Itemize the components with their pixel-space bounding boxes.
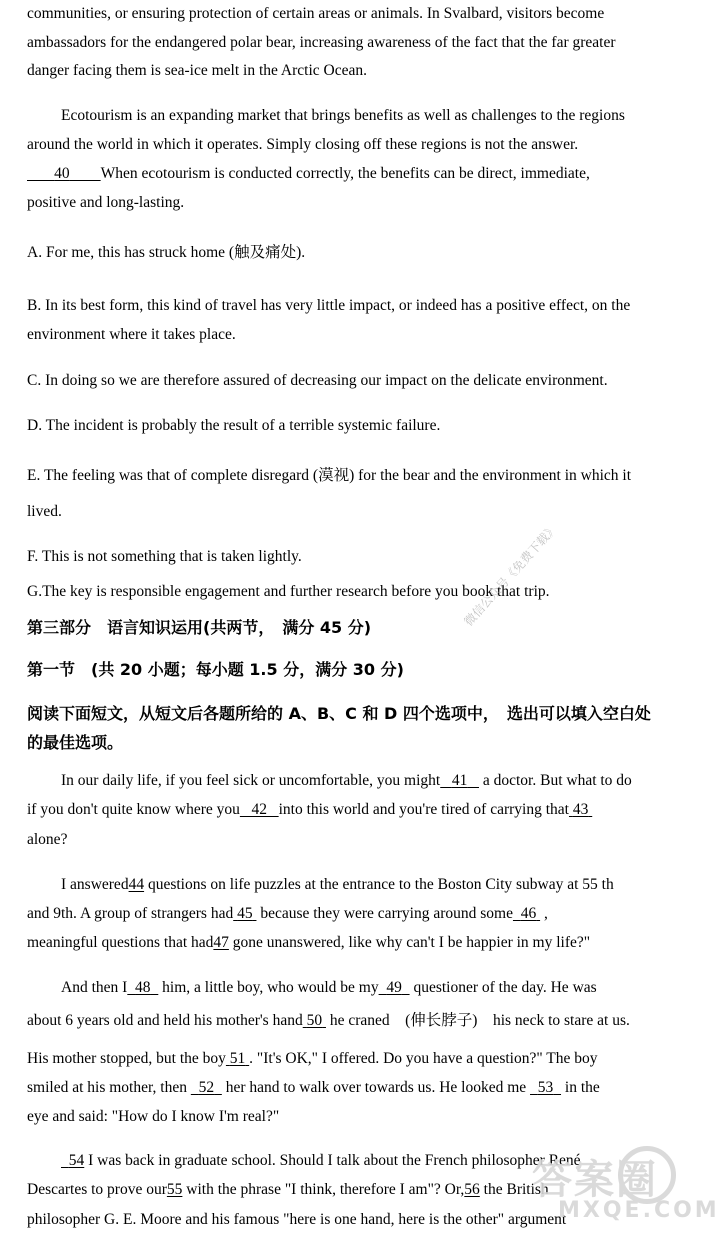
instructions-line-1: 阅读下面短文，从短文后各题所给的 A、B、C 和 D 四个选项中， 选出可以填入空白处 <box>27 704 651 723</box>
blank-43: 43 <box>572 801 589 818</box>
cloze-p3-line-1: And then I 48 him, a little boy, who would be my 49 questioner of the day. He was <box>61 979 597 996</box>
logo-big-text: 答案圈 <box>532 1157 658 1203</box>
cloze-p3-line-4: smiled at his mother, then 52 her hand to walk over towards us. He looked me 53 in the <box>27 1079 600 1096</box>
cloze-p2-line-3: meaningful questions that had47 gone unanswered, like why can't I be happier in my life?" <box>27 934 591 951</box>
option-c: C. In doing so we are therefore assured of decreasing our impact on the delicate environment. <box>27 372 608 389</box>
paragraph-ecotourism-line-1: Ecotourism is an expanding market that brings benefits as well as challenges to the regions <box>61 107 625 124</box>
option-b-line-1: B. In its best form, this kind of travel has very little impact, or indeed has a positive effect, on the <box>27 297 631 314</box>
option-f: F. This is not something that is taken lightly. <box>27 548 302 565</box>
cloze-p1-line-2: if you don't quite know where you 42 into this world and you're tired of carrying that 43 <box>27 800 592 820</box>
blank-45: 45 <box>237 905 253 922</box>
blank-50: 50 <box>306 1012 323 1029</box>
passage-line-1: communities, or ensuring protection of certain areas or animals. In Svalbard, visitors become <box>27 5 605 22</box>
part-three-title: 第三部分 语言知识运用(共两节， 满分 45 分) <box>27 618 372 637</box>
cloze-p2-line-2: and 9th. A group of strangers had 45 because they were carrying around some 46 , <box>27 905 548 922</box>
cloze-p4-line-3: philosopher G. E. Moore and his famous "here is one hand, here is the other" argument <box>27 1211 567 1228</box>
paragraph-ecotourism-line-3 <box>27 164 590 184</box>
blank-49: 49 <box>386 979 402 996</box>
cloze-p1-line-3: alone? <box>27 831 68 848</box>
cloze-p2-line-1: I answered44 questions on life puzzles at the entrance to the Boston City subway at 55 th <box>61 876 614 893</box>
cloze-p4-line-1: 54 I was back in graduate school. Should I talk about the French philosopher René <box>61 1151 581 1171</box>
blank-52: 52 <box>198 1079 215 1096</box>
cloze-p4-line-2: Descartes to prove our55 with the phrase "I think, therefore I am"? Or,56 the British <box>27 1181 549 1198</box>
paragraph-ecotourism-line-4: positive and long-lasting. <box>27 194 185 211</box>
cloze-p1-line-1: In our daily life, if you feel sick or uncomfortable, you might 41 a doctor. But what to do <box>61 772 632 789</box>
blank-51: 51 <box>229 1050 246 1067</box>
passage-line-3: danger facing them is sea-ice melt in the Arctic Ocean. <box>27 62 367 79</box>
option-g: G.The key is responsible engagement and further research before you book that trip. <box>27 583 550 600</box>
cloze-p3-line-5: eye and said: "How do I know I'm real?" <box>27 1108 280 1125</box>
cloze-p3-line-2: about 6 years old and held his mother's hand 50 he craned (伸长脖子) his neck to stare at us. <box>27 1012 630 1029</box>
blank-55: 55 <box>166 1181 183 1198</box>
cloze-p3-line-3: His mother stopped, but the boy 51 . "It's OK," I offered. Do you have a question?" The boy <box>27 1050 598 1067</box>
passage-line-2: ambassadors for the endangered polar bear, increasing awareness of the fact that the far greater <box>27 34 616 51</box>
blank-53: 53 <box>537 1079 554 1096</box>
blank-41: 41 <box>451 772 468 789</box>
option-e-line-1: E. The feeling was that of complete disregard (漠视) for the bear and the environment in which it <box>27 467 632 484</box>
blank-48: 48 <box>135 979 151 996</box>
paragraph-ecotourism-line-2: around the world in which it operates. Simply closing off these regions is not the answer. <box>27 136 579 153</box>
blank-46: 46 <box>520 905 537 922</box>
instructions-line-2: 的最佳选项。 <box>27 733 124 752</box>
blank-54: 54 <box>68 1152 85 1169</box>
site-logo-watermark <box>528 1148 720 1245</box>
blank-47: 47 <box>213 934 229 951</box>
watermark-text: 微信公众号《免费下载》 <box>461 521 561 629</box>
blank-40: 40 <box>54 165 70 182</box>
section-one-title: 第一节 (共 20 小题；每小题 1.5 分，满分 30 分) <box>27 660 404 679</box>
option-d: D. The incident is probably the result of a terrible systemic failure. <box>27 417 441 434</box>
blank-56: 56 <box>464 1181 480 1198</box>
blank-42: 42 <box>251 801 267 818</box>
option-b-line-2: environment where it takes place. <box>27 326 236 343</box>
logo-small-text: MXQE.COM <box>558 1198 720 1223</box>
blank-44: 44 <box>128 876 145 893</box>
option-a: A. For me, this has struck home (触及痛处). <box>27 244 306 261</box>
paragraph-ecotourism-line-3-text: When ecotourism is conducted correctly, the benefits can be direct, immediate, <box>100 165 590 182</box>
option-e-line-2: lived. <box>27 503 62 520</box>
